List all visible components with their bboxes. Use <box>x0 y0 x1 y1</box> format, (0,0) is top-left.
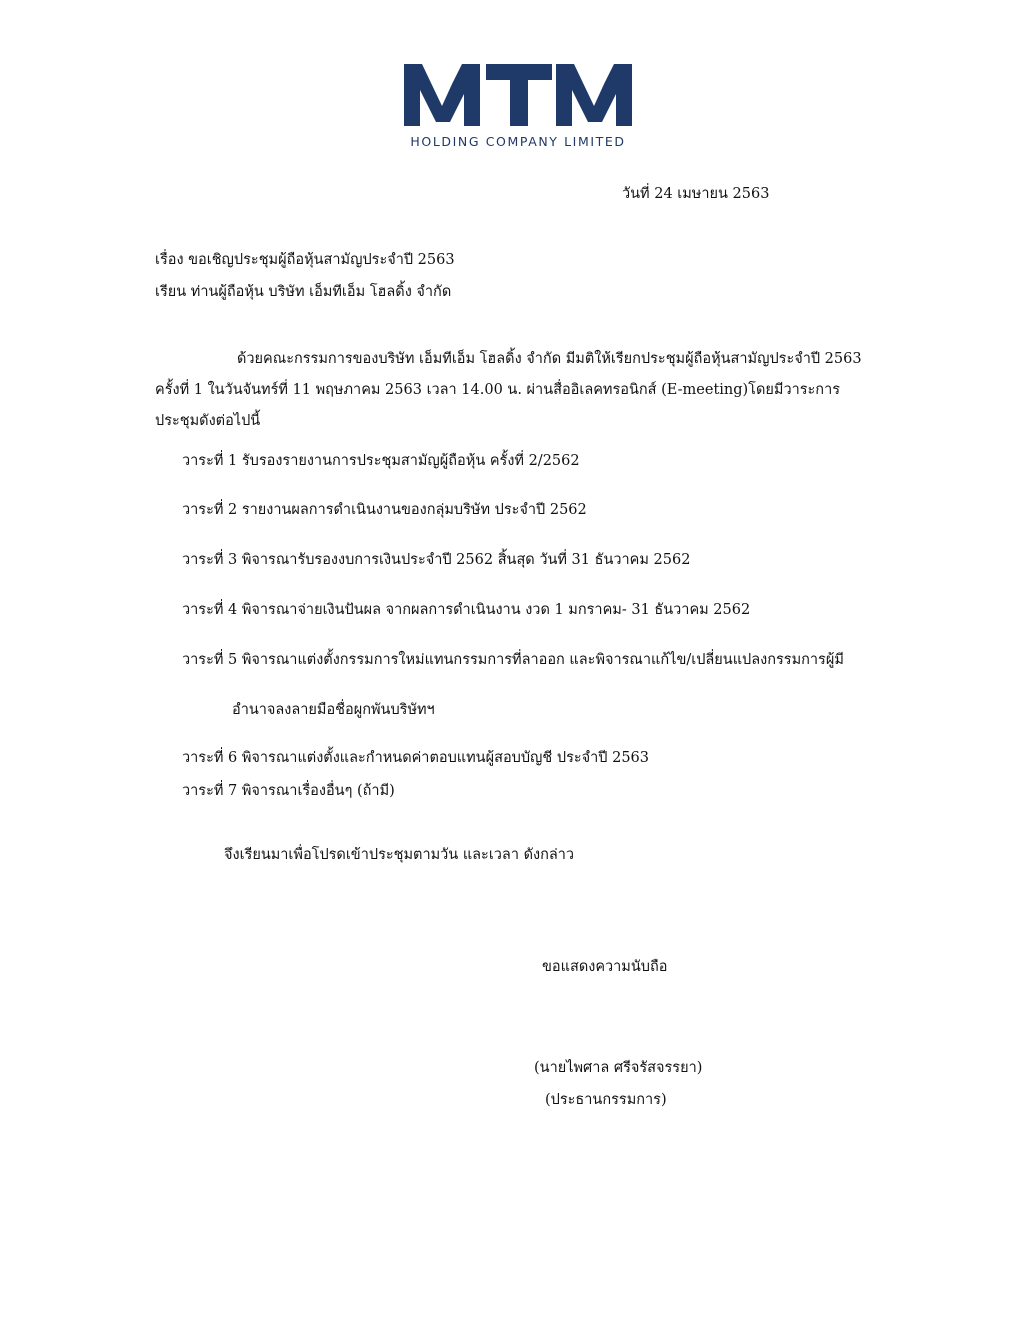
agenda-item-2: วาระที่ 2 รายงานผลการดำเนินงานของกลุ่มบริษัท ประจำปี 2562 <box>182 502 587 518</box>
agenda-item-6: วาระที่ 6 พิจารณาแต่งตั้งและกำหนดค่าตอบแทนผู้สอบบัญชี ประจำปี 2563 <box>182 750 649 766</box>
signer-name: (นายไพศาล ศรีจรัสจรรยา) <box>534 1060 703 1076</box>
signer-title: (ประธานกรรมการ) <box>545 1092 667 1108</box>
intro-text: ด้วยคณะกรรมการของบริษัท เอ็มทีเอ็ม โฮลดิ้ง จำกัด มีมติให้เรียกประชุมผู้ถือหุ้นสามัญประจำปี 2563 ครั้งที่ 1 ในวันจันทร์ที่ 11 พฤษภาคม 2563 เวลา 14.00 น. ผ่านสื่ออิเลคทรอนิกส์ (E-meeting)โดยมีวาระการประชุมดังต่อไปนี้ <box>155 351 862 429</box>
mtm-logo-mark <box>402 60 634 130</box>
letter-subject: เรื่อง ขอเชิญประชุมผู้ถือหุ้นสามัญประจำปี 2563 <box>155 252 455 268</box>
agenda-item-4: วาระที่ 4 พิจารณาจ่ายเงินปันผล จากผลการดำเนินงาน งวด 1 มกราคม- 31 ธันวาคม 2562 <box>182 602 751 618</box>
regards-text: ขอแสดงความนับถือ <box>542 959 668 975</box>
agenda-item-1: วาระที่ 1 รับรองรายงานการประชุมสามัญผู้ถือหุ้น ครั้งที่ 2/2562 <box>182 453 580 469</box>
closing-sentence: จึงเรียนมาเพื่อโปรดเข้าประชุมตามวัน และเวลา ดังกล่าว <box>224 847 575 863</box>
agenda-item-5: วาระที่ 5 พิจารณาแต่งตั้งกรรมการใหม่แทนกรรมการที่ลาออก และพิจารณาแก้ไข/เปลี่ยนแปลงกรรมการผู้มี <box>182 652 844 668</box>
letter-date: วันที่ 24 เมษายน 2563 <box>622 186 770 202</box>
intro-paragraph <box>155 344 865 437</box>
agenda-item-5-continuation: อำนาจลงลายมือชื่อผูกพันบริษัทฯ <box>232 702 435 718</box>
company-logo <box>402 60 634 155</box>
agenda-item-7: วาระที่ 7 พิจารณาเรื่องอื่นๆ (ถ้ามี) <box>182 783 395 799</box>
letter-recipient: เรียน ท่านผู้ถือหุ้น บริษัท เอ็มทีเอ็ม โฮลดิ้ง จำกัด <box>155 284 452 300</box>
logo-subtitle: HOLDING COMPANY LIMITED <box>410 134 626 149</box>
agenda-item-3: วาระที่ 3 พิจารณารับรองงบการเงินประจำปี 2562 สิ้นสุด วันที่ 31 ธันวาคม 2562 <box>182 552 691 568</box>
